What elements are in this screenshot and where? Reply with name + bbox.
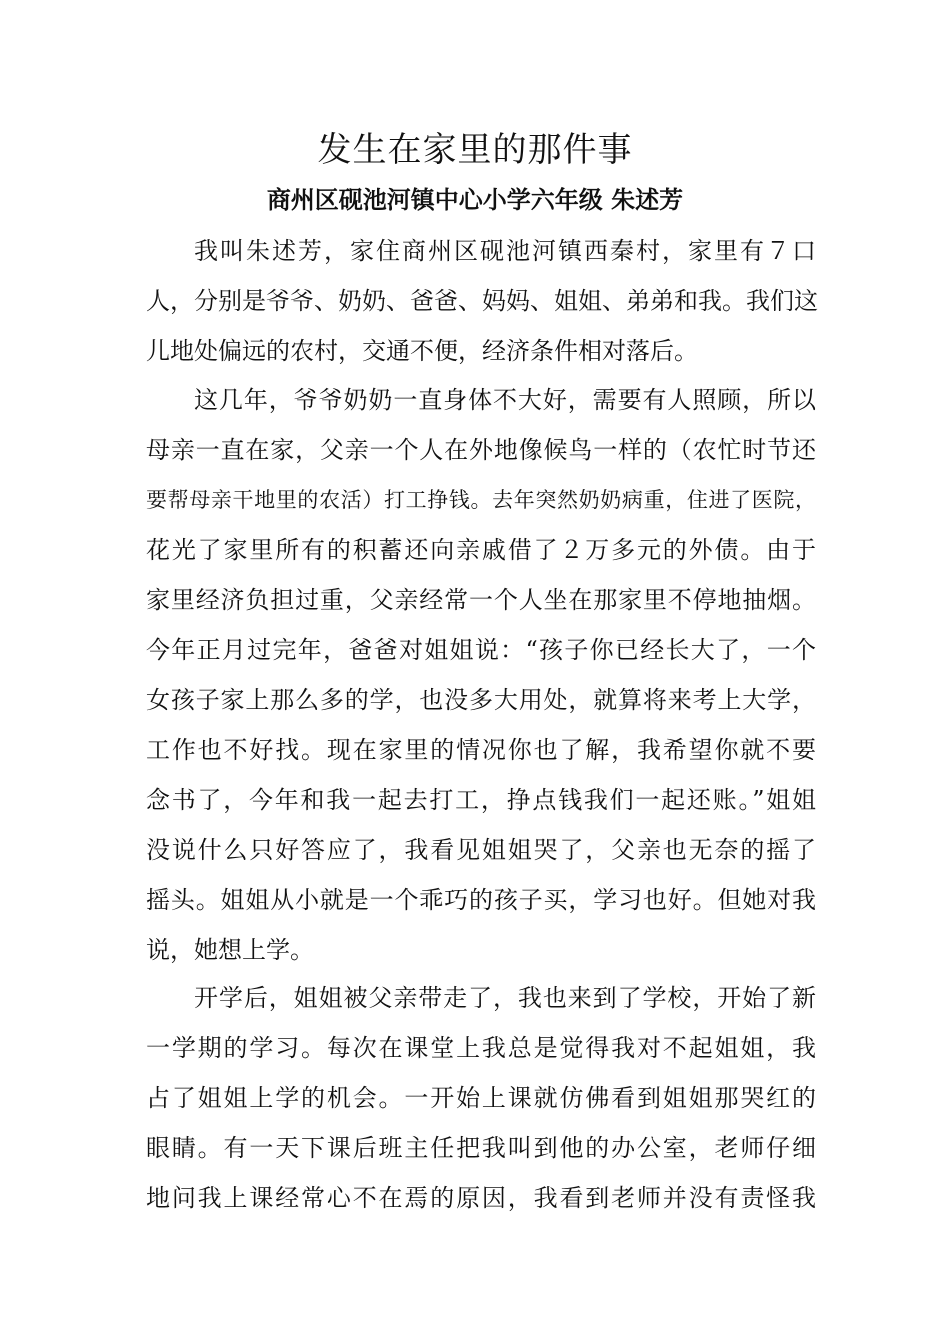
paragraph-3: [146, 973, 816, 1223]
text-line: 开学后，姐姐被父亲带走了，我也来到了学校，开始了新: [194, 984, 816, 1012]
text-line: 母亲一直在家，父亲一个人在外地像候鸟一样的（农忙时节还: [146, 436, 816, 464]
text-line: 儿地处偏远的农村，交通不便，经济条件相对落后。: [146, 337, 698, 365]
text-line: 家里经济负担过重，父亲经常一个人坐在那家里不停地抽烟。: [146, 586, 816, 614]
text-line: 念书了，今年和我一起去打工，挣点钱我们一起还账。”姐姐: [146, 786, 816, 814]
text-line: 说，她想上学。: [146, 936, 314, 964]
text-line: 我叫朱述芳，家住商州区砚池河镇西秦村，家里有７口: [194, 237, 816, 265]
text-line: 人，分别是爷爷、奶奶、爸爸、妈妈、姐姐、弟弟和我。我们这: [146, 287, 818, 315]
text-line: 眼睛。有一天下课后班主任把我叫到他的办公室，老师仔细: [146, 1134, 816, 1162]
paragraph-1: [146, 226, 816, 376]
document-subtitle: 商州区砚池河镇中心小学六年级 朱述芳: [266, 186, 684, 214]
text-line: 占了姐姐上学的机会。一开始上课就仿佛看到姐姐那哭红的: [146, 1084, 816, 1112]
text-line: 今年正月过完年，爸爸对姐姐说：“孩子你已经长大了，一个: [146, 636, 816, 664]
text-line: 摇头。姐姐从小就是一个乖巧的孩子买，学习也好。但她对我: [146, 886, 816, 914]
text-line: 女孩子家上那么多的学，也没多大用处，就算将来考上大学，: [146, 686, 816, 714]
document-title: 发生在家里的那件事: [317, 130, 633, 170]
text-line: 工作也不好找。现在家里的情况你也了解，我希望你就不要: [146, 736, 816, 764]
text-line: 要帮母亲干地里的农活）打工挣钱。去年突然奶奶病重，住进了医院，: [146, 488, 816, 512]
text-line: 花光了家里所有的积蓄还向亲戚借了２万多元的外债。由于: [146, 536, 816, 564]
paragraph-2: [146, 375, 816, 975]
text-line: 地问我上课经常心不在焉的原因，我看到老师并没有责怪我: [146, 1184, 816, 1212]
text-line: 这几年，爷爷奶奶一直身体不大好，需要有人照顾，所以: [194, 386, 816, 414]
text-line: 一学期的学习。每次在课堂上我总是觉得我对不起姐姐，我: [146, 1034, 816, 1062]
text-line: 没说什么只好答应了，我看见姐姐哭了，父亲也无奈的摇了: [146, 836, 816, 864]
